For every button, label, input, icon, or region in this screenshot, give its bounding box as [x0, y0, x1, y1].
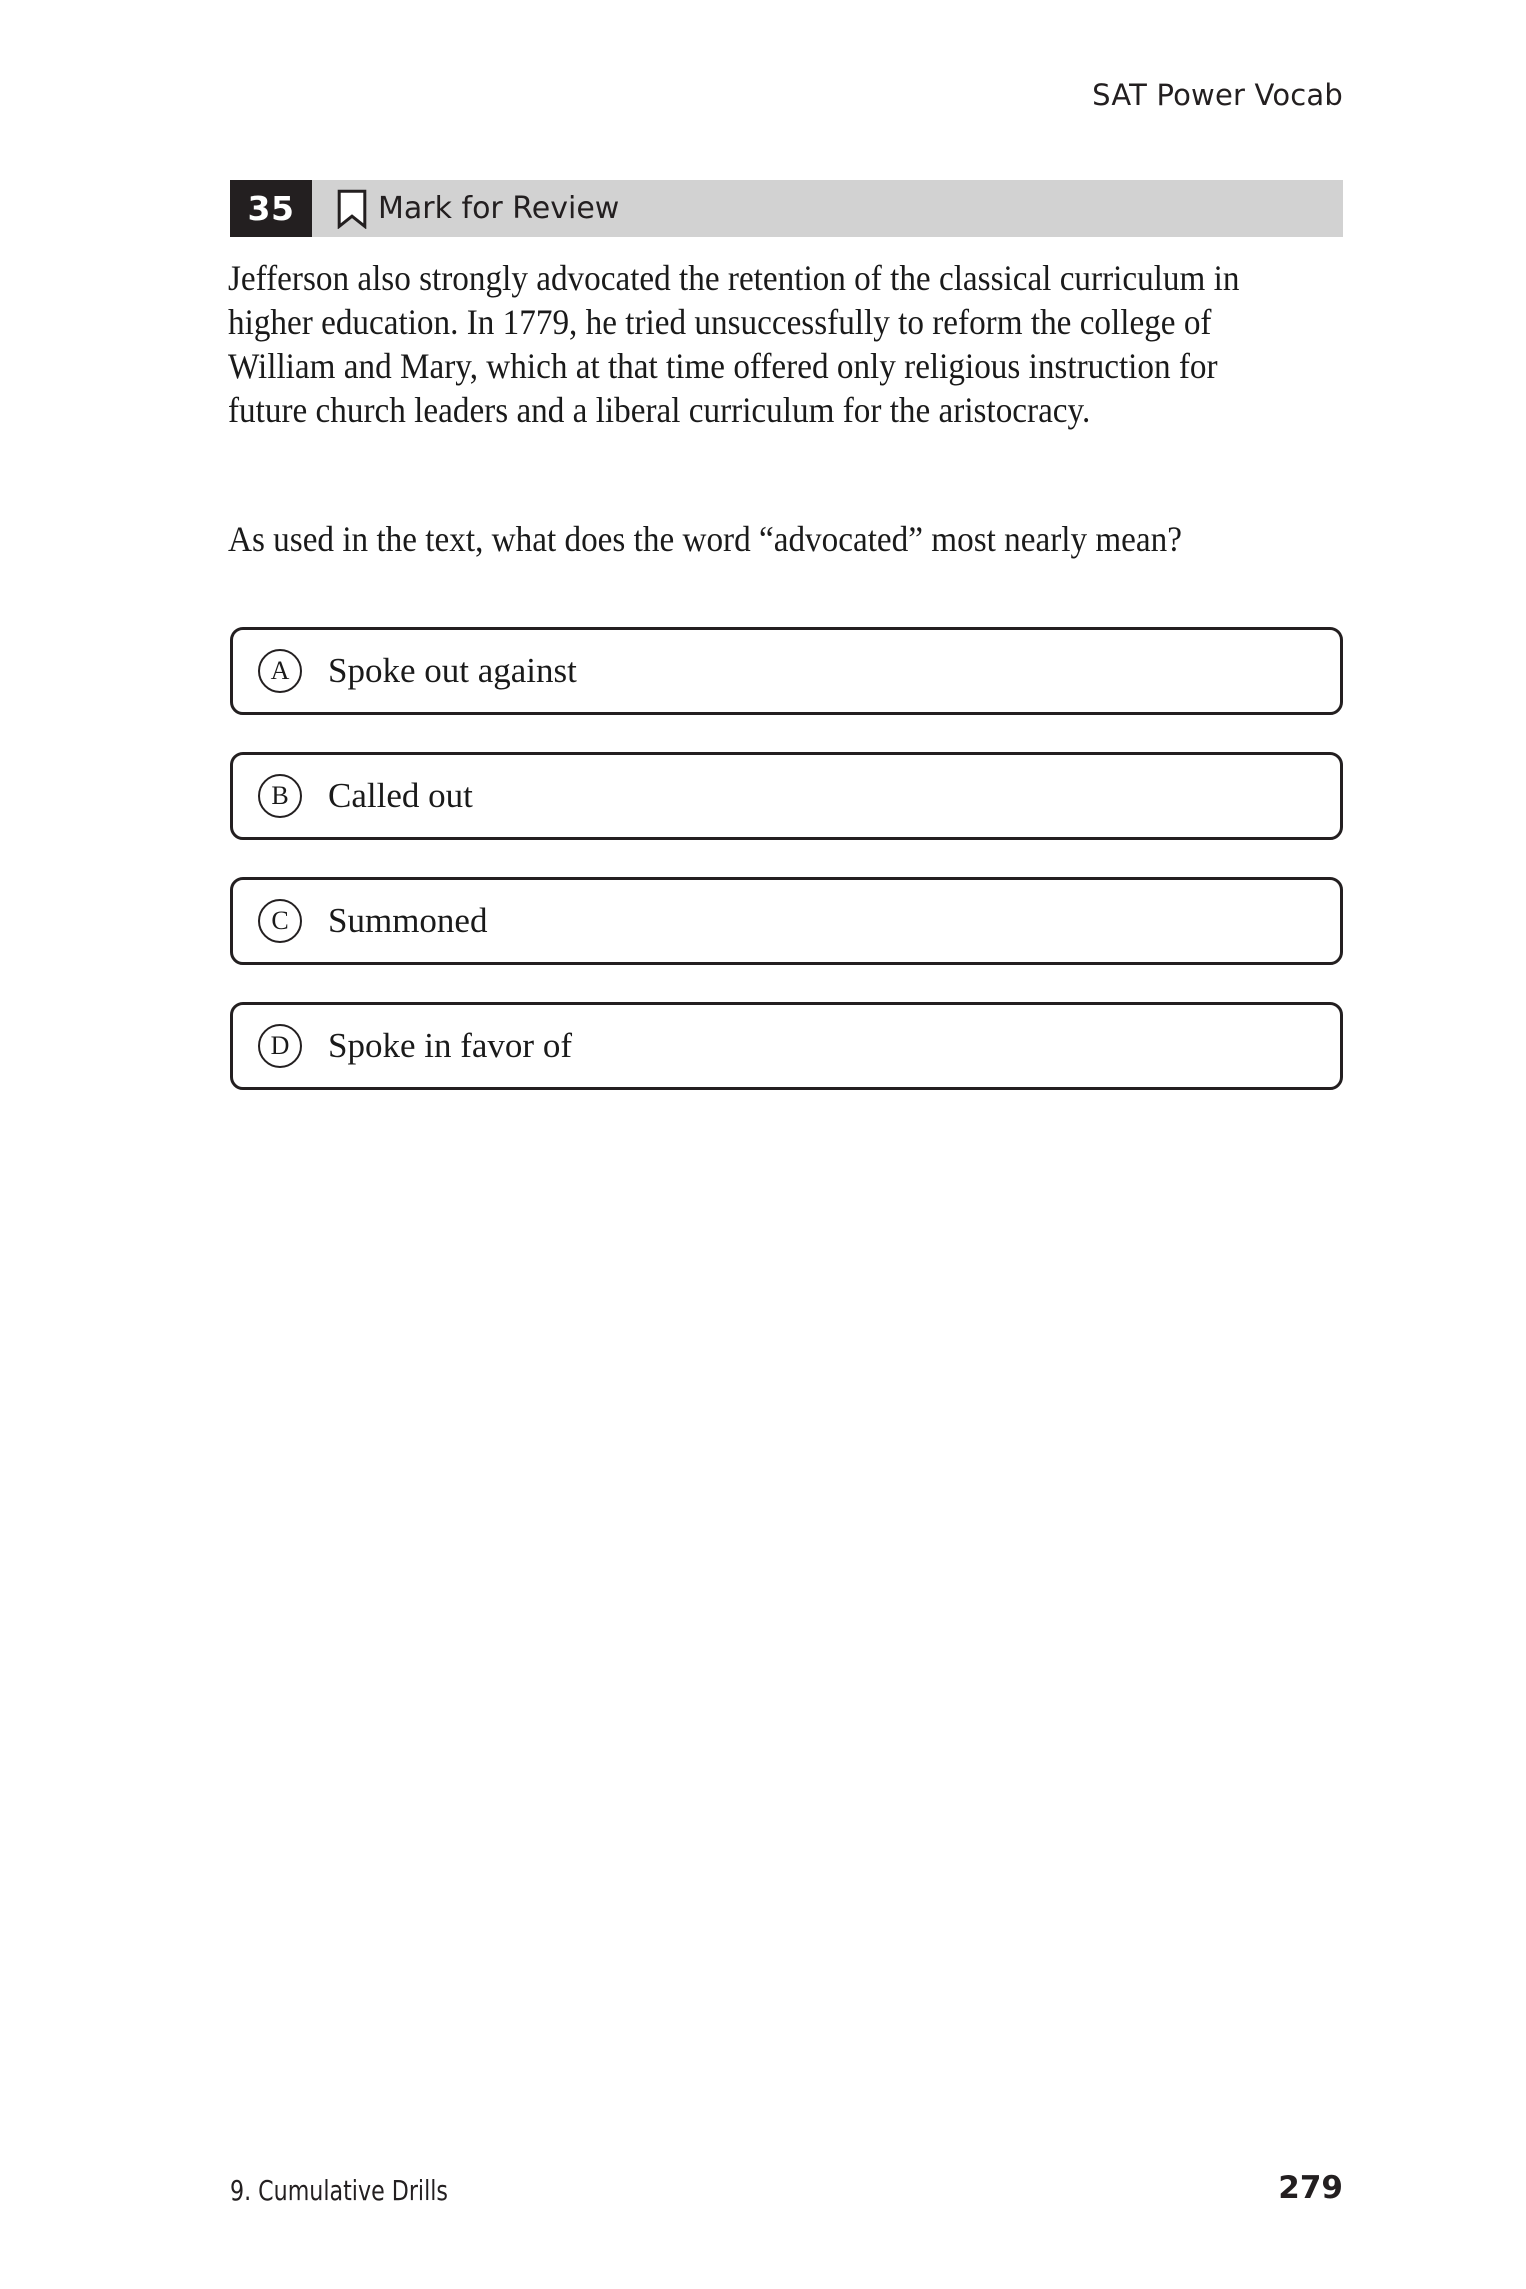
running-head: SAT Power Vocab — [1092, 78, 1343, 112]
mark-for-review-button[interactable] — [312, 180, 619, 237]
choice-text-d: Spoke in favor of — [328, 1026, 572, 1065]
mark-for-review-label: Mark for Review — [378, 191, 620, 226]
answer-choice-a[interactable] — [230, 627, 1343, 715]
choice-text-a: Spoke out against — [328, 651, 577, 690]
choice-text-b: Called out — [328, 776, 473, 815]
bookmark-icon — [337, 189, 367, 229]
answer-choices — [230, 627, 1343, 1127]
passage-text: Jefferson also strongly advocated the retention of the classical curriculum in higher education. In 1779, he tried unsuccessfully to reform the college of William and Mary, which at that time offered only religious instruction for future church leaders and a liberal curriculum for the aristocracy. — [228, 258, 1240, 430]
question-header-bar — [230, 180, 1343, 237]
choice-letter-c: C — [258, 899, 302, 943]
choice-text-c: Summoned — [328, 901, 488, 940]
answer-choice-c[interactable] — [230, 877, 1343, 965]
choice-letter-b: B — [258, 774, 302, 818]
answer-choice-d[interactable] — [230, 1002, 1343, 1090]
question-prompt: As used in the text, what does the word “advocated” most nearly mean? — [228, 519, 1182, 559]
question-number-badge: 35 — [230, 180, 312, 237]
footer-section-label: 9. Cumulative Drills — [230, 2174, 448, 2207]
footer-page-number: 279 — [1278, 2170, 1343, 2206]
answer-choice-b[interactable] — [230, 752, 1343, 840]
choice-letter-d: D — [258, 1024, 302, 1068]
choice-letter-a: A — [258, 649, 302, 693]
